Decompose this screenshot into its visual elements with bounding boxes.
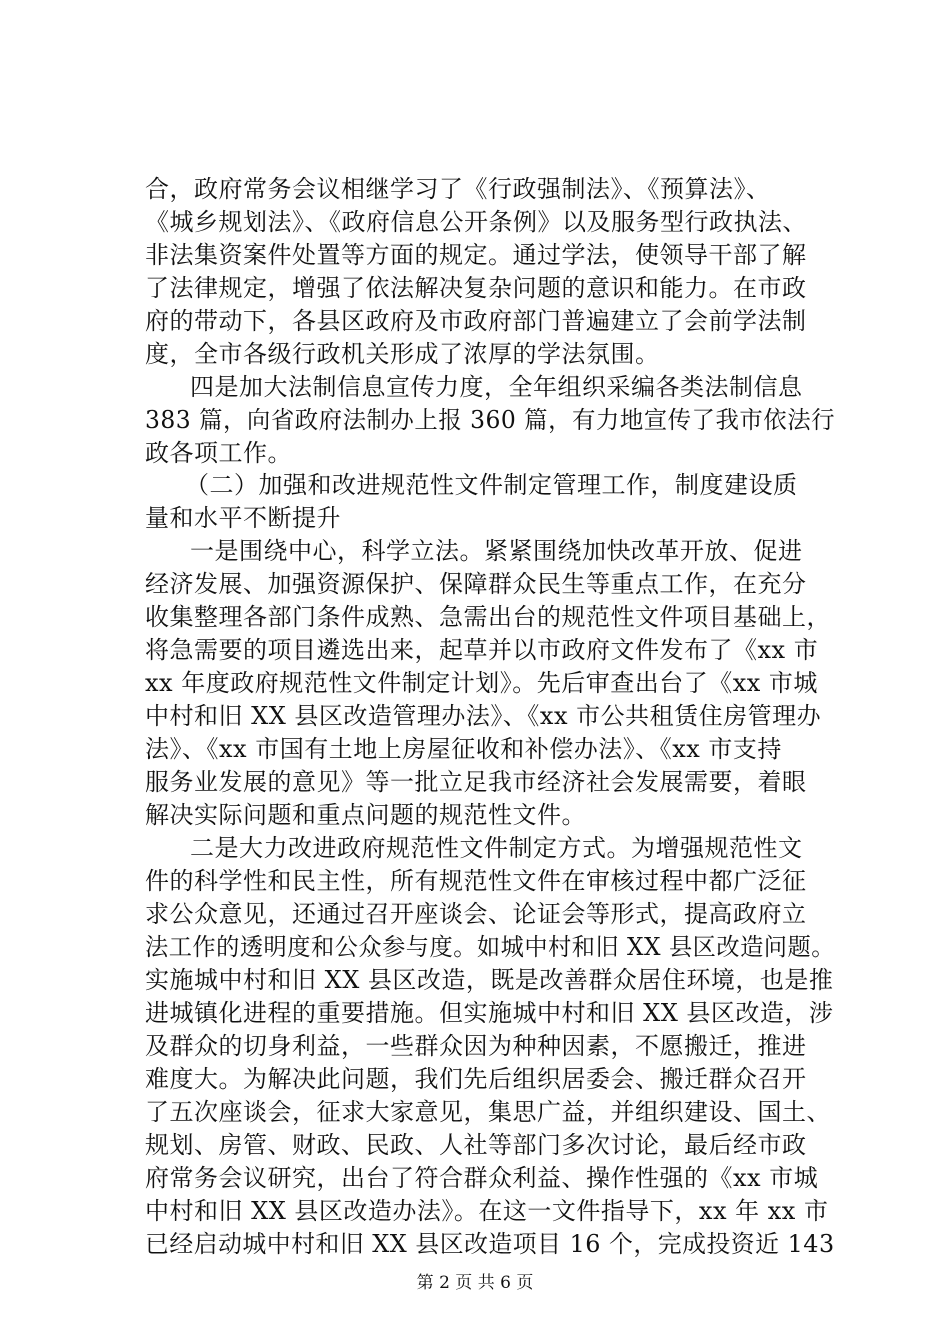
paragraph-first-line: 一是围绕中心，科学立法。紧紧围绕加快改革开放、促进 [190,537,803,565]
body-text-line: 383 篇，向省政府法制办上报 360 篇，有力地宣传了我市依法行 [145,406,836,434]
body-text-line: 将急需要的项目遴选出来，起草并以市政府文件发布了《xx 市 [145,636,819,664]
body-text-line: 难度大。为解决此问题，我们先后组织居委会、搬迁群众召开 [145,1065,807,1093]
body-text-line: 了法律规定，增强了依法解决复杂问题的意识和能力。在市政 [145,274,807,302]
body-text-line: 已经启动城中村和旧 XX 县区改造项目 16 个，完成投资近 143 [145,1230,835,1258]
paragraph-first-line: 四是加大法制信息宣传力度，全年组织采编各类法制信息 [190,373,803,401]
body-text-line: 解决实际问题和重点问题的规范性文件。 [145,801,586,829]
body-text-line: 度，全市各级行政机关形成了浓厚的学法氛围。 [145,340,660,368]
body-text-line: 实施城中村和旧 XX 县区改造，既是改善群众居住环境，也是推 [145,966,834,994]
section-heading: （二）加强和改进规范性文件制定管理工作，制度建设质 [185,471,798,499]
body-text-line: 求公众意见，还通过召开座谈会、论证会等形式，提高政府立 [145,900,807,928]
body-text-line: 进城镇化进程的重要措施。但实施城中村和旧 XX 县区改造，涉 [145,999,834,1027]
body-text-line: 规划、房管、财政、民政、人社等部门多次讨论，最后经市政 [145,1131,807,1159]
section-heading-continued: 量和水平不断提升 [145,504,341,532]
body-text-line: 合，政府常务会议相继学习了《行政强制法》、《预算法》、 [145,175,771,203]
body-text-line: 府的带动下，各县区政府及市政府部门普遍建立了会前学法制 [145,307,807,335]
body-text-line: 收集整理各部门条件成熟、急需出台的规范性文件项目基础上， [145,603,831,631]
body-text-line: 及群众的切身利益，一些群众因为种种因素，不愿搬迁，推进 [145,1032,807,1060]
body-text-line: 中村和旧 XX 县区改造管理办法》、《xx 市公共租赁住房管理办 [145,702,822,730]
body-text-line: xx 年度政府规范性文件制定计划》。先后审查出台了《xx 市城 [145,669,818,697]
page-footer: 第 2 页 共 6 页 [416,1273,534,1293]
body-text-line: 件的科学性和民主性，所有规范性文件在审核过程中都广泛征 [145,867,807,895]
body-text-line: 服务业发展的意见》等一批立足我市经济社会发展需要，着眼 [145,768,807,796]
body-text-line: 府常务会议研究，出台了符合群众利益、操作性强的《xx 市城 [145,1164,819,1192]
body-text-line: 经济发展、加强资源保护、保障群众民生等重点工作，在充分 [145,570,807,598]
body-text-line: 政各项工作。 [145,439,292,467]
body-text-line: 中村和旧 XX 县区改造办法》。在这一文件指导下，xx 年 xx 市 [145,1197,829,1225]
body-text-line: 法》、《xx 市国有土地上房屋征收和补偿办法》、《xx 市支持 [145,735,782,763]
body-text-line: 法工作的透明度和公众参与度。如城中村和旧 XX 县区改造问题。 [145,933,835,961]
body-text-line: 非法集资案件处置等方面的规定。通过学法，使领导干部了解 [145,241,807,269]
body-text-line: 《城乡规划法》、《政府信息公开条例》以及服务型行政执法、 [145,208,807,236]
paragraph-first-line: 二是大力改进政府规范性文件制定方式。为增强规范性文 [190,834,803,862]
body-text-line: 了五次座谈会，征求大家意见，集思广益，并组织建设、国土、 [145,1098,831,1126]
